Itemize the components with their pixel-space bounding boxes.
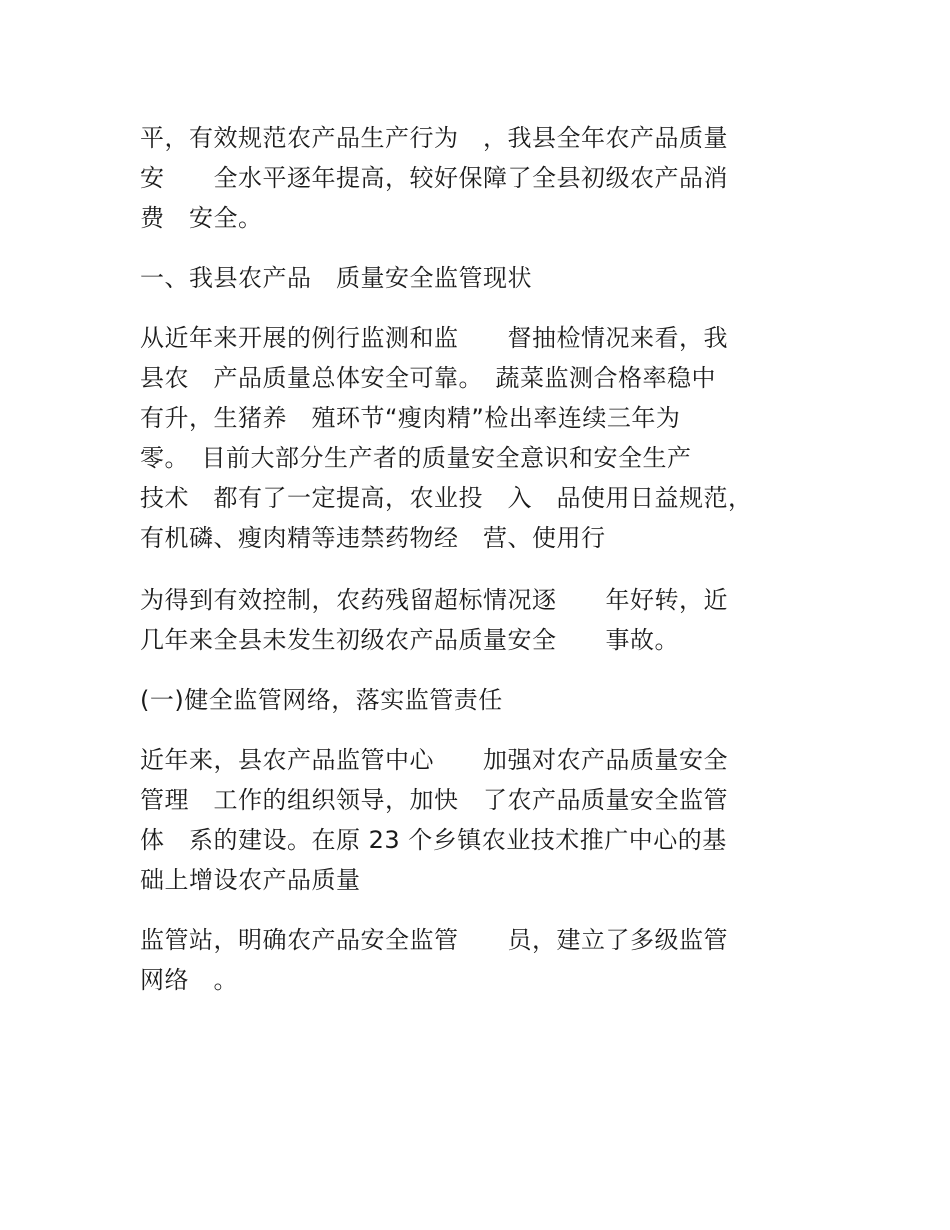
heading-line: (一)健全监管网络，落实监管责任: [140, 686, 503, 714]
subsection-heading: [140, 680, 820, 720]
section-heading: [140, 258, 820, 298]
paragraph-stations: [140, 920, 820, 1000]
paragraph-network: [140, 740, 820, 900]
paragraph-intro: [140, 118, 820, 238]
paragraph-status: [140, 318, 820, 558]
text-line: 础上增设农产品质量: [140, 866, 361, 894]
text-line: 网络 。: [140, 966, 238, 994]
text-line: 为得到有效控制，农药残留超标情况逐 年好转，近: [140, 586, 728, 614]
text-line: 从近年来开展的例行监测和监 督抽检情况来看，我: [140, 324, 728, 352]
text-line: 几年来全县未发生初级农产品质量安全 事故。: [140, 626, 679, 654]
text-line: 县农 产品质量总体安全可靠。 蔬菜监测合格率稳中: [140, 364, 716, 392]
text-line: 技术 都有了一定提高，农业投 入 品使用日益规范，: [140, 484, 753, 512]
text-line: 平，有效规范农产品生产行为 ，我县全年农产品质量: [140, 124, 728, 152]
text-line: 有升，生猪养 殖环节“瘦肉精”检出率连续三年为: [140, 404, 681, 432]
paragraph-control: [140, 580, 820, 660]
text-line: 费 安全。: [140, 204, 263, 232]
heading-line: 一、我县农产品 质量安全监管现状: [140, 264, 532, 292]
text-line: 体 系的建设。在原 23 个乡镇农业技术推广中心的基: [140, 826, 727, 854]
text-line: 监管站，明确农产品安全监管 员，建立了多级监管: [140, 926, 728, 954]
text-line: 近年来，县农产品监管中心 加强对农产品质量安全: [140, 746, 728, 774]
text-line: 管理 工作的组织领导，加快 了农产品质量安全监管: [140, 786, 728, 814]
text-line: 安 全水平逐年提高，较好保障了全县初级农产品消: [140, 164, 728, 192]
text-line: 零。 目前大部分生产者的质量安全意识和安全生产: [140, 444, 692, 472]
text-line: 有机磷、瘦肉精等违禁药物经 营、使用行: [140, 524, 606, 552]
